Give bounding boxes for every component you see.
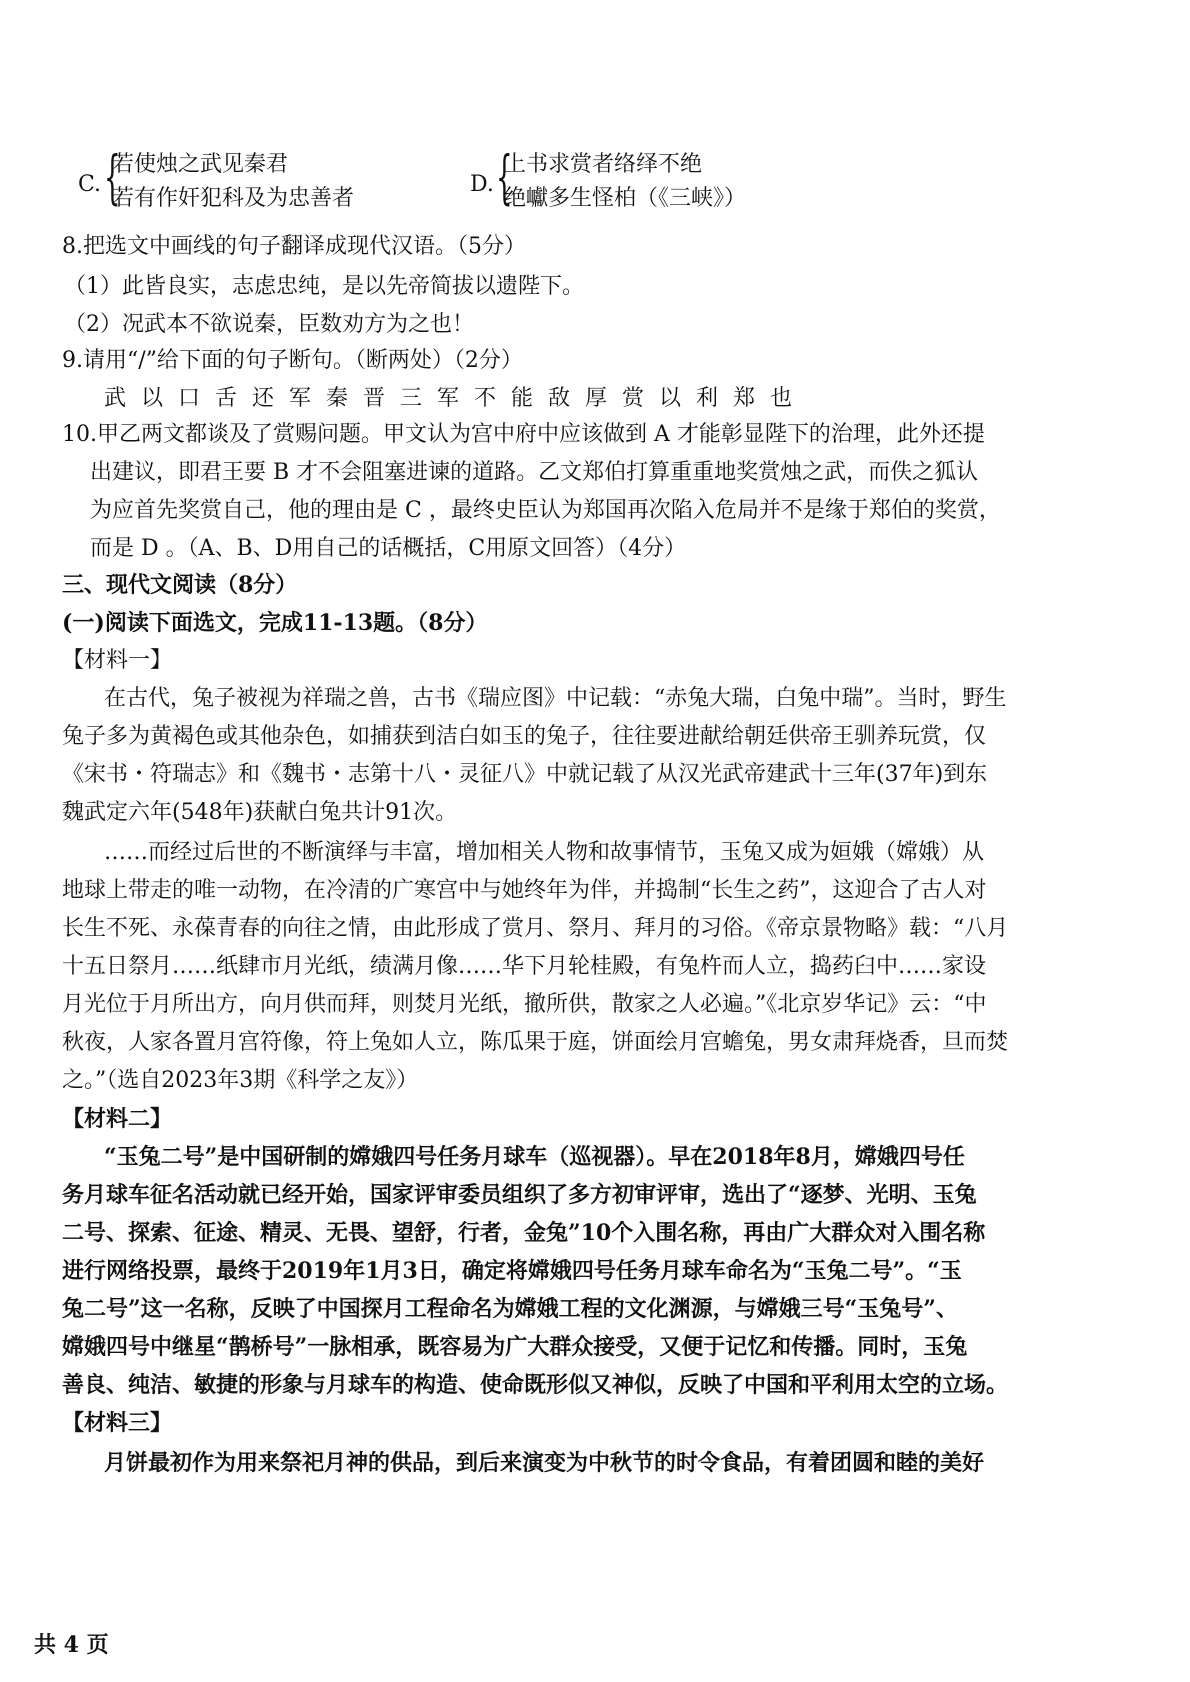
option-d-letter: D. <box>470 172 494 197</box>
material1-p2-line: 月光位于月所出方，向月供而拜，则焚月光纸，撤所供，散家之人必遍。”《北京岁华记》云：“中 <box>62 992 987 1017</box>
material2-p1-line: “玉兔二号”是中国研制的嫦娥四号任务月球车（巡视器）。早在2018年8月，嫦娥四号任 <box>104 1144 965 1170</box>
section3-title: 三、现代文阅读（8分） <box>62 572 298 598</box>
material1-p2-line: 秋夜，人家各置月宫符像，符上兔如人立，陈瓜果于庭，饼面绘月宫蟾兔，男女肃拜烧香，旦而焚 <box>62 1030 1009 1055</box>
q10-line3: 为应首先奖赏自己，他的理由是 C ，最终史臣认为郑国再次陷入危局并不是缘于郑伯的奖赏， <box>90 498 1001 523</box>
material2-p1-line: 兔二号”这一名称，反映了中国探月工程命名为嫦娥工程的文化渊源，与嫦娥三号“玉兔号”、 <box>62 1296 958 1322</box>
material2-p1-line: 二号、探索、征途、精灵、无畏、望舒，行者，金兔”10个入围名称，再由广大群众对入围名称 <box>62 1220 986 1246</box>
section3-subtitle: (一)阅读下面选文，完成11-13题。（8分） <box>62 610 488 636</box>
option-c-line1: 若使烛之武见秦君 <box>112 152 289 177</box>
option-d-brace: { <box>496 143 513 211</box>
q8-item1: （1）此皆良实，志虑忠纯，是以先帝简拔以遗陛下。 <box>64 274 584 299</box>
material1-p1-line: 兔子多为黄褐色或其他杂色，如捕获到洁白如玉的兔子，往往要进献给朝廷供帝王驯养玩赏，仅 <box>62 724 987 749</box>
option-d-line1: 上书求赏者络绎不绝 <box>504 152 703 177</box>
material2-p1-line: 嫦娥四号中继星“鹊桥号”一脉相承，既容易为广大群众接受，又便于记忆和传播。同时，玉兔 <box>62 1334 968 1360</box>
option-c-line2: 若有作奸犯科及为忠善者 <box>112 186 355 211</box>
material1-p1-line: 魏武定六年(548年)获献白兔共计91次。 <box>62 800 458 825</box>
material2-p1-line: 进行网络投票，最终于2019年1月3日，确定将嫦娥四号任务月球车命名为“玉兔二号”。“玉 <box>62 1258 962 1284</box>
material2-label: 【材料二】 <box>62 1106 173 1132</box>
material1-p2-line: ……而经过后世的不断演绎与丰富，增加相关人物和故事情节，玉兔又成为姮娥（嫦娥）从 <box>104 840 985 865</box>
page-footer: 共 4 页 <box>34 1632 109 1658</box>
q8-title: 8.把选文中画线的句子翻译成现代汉语。（5分） <box>62 234 526 259</box>
material1-p1-line: 在古代，兔子被视为祥瑞之兽，古书《瑞应图》中记载：“赤兔大瑞，白兔中瑞”。当时，野生 <box>104 686 1007 711</box>
material1-p2-line: 十五日祭月……纸肆市月光纸，绩满月像……华下月轮桂殿，有兔杵而人立，捣药臼中……家设 <box>62 954 987 979</box>
material1-p2-line: 之。”（选自2023年3期《科学之友》） <box>62 1068 419 1093</box>
material1-label: 【材料一】 <box>62 648 173 673</box>
material1-p1-line: 《宋书・符瑞志》和《魏书・志第十八・灵征八》中就记载了从汉光武帝建武十三年(37年)到东 <box>62 762 988 787</box>
option-d-line2: 绝巘多生怪柏（《三峡》） <box>504 186 747 211</box>
q9-title: 9.请用“/”给下面的句子断句。（断两处）（2分） <box>62 348 523 373</box>
q10-line4: 而是 D 。（A、B、D用自己的话概括，C用原文回答）（4分） <box>90 536 687 561</box>
material2-p1-line: 善良、纯洁、敏捷的形象与月球车的构造、使命既形似又神似，反映了中国和平利用太空的立场。 <box>62 1372 1009 1398</box>
material1-p2-line: 地球上带走的唯一动物，在冷清的广寒宫中与她终年为伴，并捣制“长生之药”，这迎合了古人对 <box>62 878 987 903</box>
material3-label: 【材料三】 <box>62 1410 173 1436</box>
option-c-brace: { <box>104 143 121 211</box>
q10-line2: 出建议，即君王要 B 才不会阻塞进谏的道路。乙文郑伯打算重重地奖赏烛之武，而佚之狐认 <box>90 460 979 485</box>
option-c-letter: C. <box>78 172 102 197</box>
q9-sentence: 武以口舌还军秦晋三军不能敌厚赏以利郑也 <box>104 386 808 411</box>
material3-p1-line: 月饼最初作为用来祭祀月神的供品，到后来演变为中秋节的时令食品，有着团圆和睦的美好 <box>104 1450 985 1476</box>
q8-item2: （2）况武本不欲说秦，臣数劝方为之也！ <box>64 312 474 337</box>
q10-line1: 10.甲乙两文都谈及了赏赐问题。甲文认为宫中府中应该做到 A 才能彰显陛下的治理，此外还提 <box>62 422 985 447</box>
material1-p2-line: 长生不死、永葆青春的向往之情，由此形成了赏月、祭月、拜月的习俗。《帝京景物略》载：“八月 <box>62 916 1009 941</box>
material2-p1-line: 务月球车征名活动就已经开始，国家评审委员组织了多方初审评审，选出了“逐梦、光明、玉兔 <box>62 1182 977 1208</box>
